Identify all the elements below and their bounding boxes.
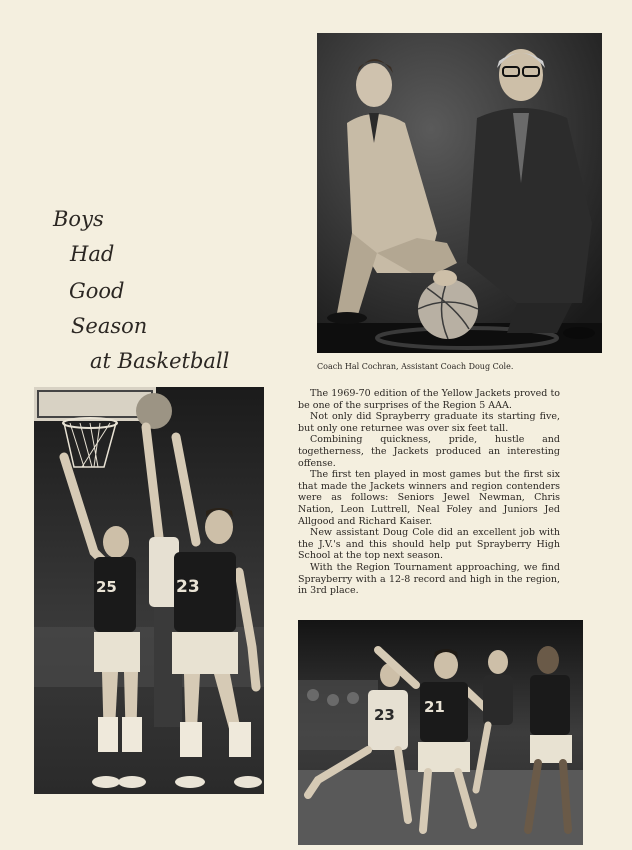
headline-line-3: Good [69, 279, 125, 303]
coaches-photo-illustration [317, 33, 602, 353]
article-paragraph: The 1969-70 edition of the Yellow Jackets proved to be one of the surprises of the Region 5 AAA. [298, 388, 560, 411]
article-paragraph: Combining quickness, pride, hustle and togetherness, the Jackets produced an interesting offense. [298, 434, 560, 469]
coaches-photo [317, 33, 602, 353]
article-paragraph: The first ten played in most games but the first six that made the Jackets winners and region contenders were as follows: Seniors Jewel Newman, Chris Nation, Leon Luttrell, Neal Foley and Juniors Jed Allgood and Richard Kaiser. [298, 469, 560, 527]
rebound-photo [34, 387, 264, 794]
article-paragraph: With the Region Tournament approaching, we find Sprayberry with a 12-8 record and high in the region, in 3rd place. [298, 561, 560, 597]
article-paragraph: Not only did Sprayberry graduate its starting five, but only one returnee was over six feet tall. [298, 411, 560, 434]
article-paragraph: New assistant Doug Cole did an excellent job with the J.V.'s and this should help put Sprayberry High School at the top next season. [298, 527, 560, 562]
rebound-photo-illustration [34, 387, 264, 794]
headline [0, 0, 300, 380]
game-photo [298, 620, 583, 845]
jersey-number-left: 25 [96, 578, 117, 596]
game-photo-illustration [298, 620, 583, 845]
article-body [298, 388, 560, 597]
headline-line-4: Season [71, 314, 148, 338]
jersey-number-left: 23 [374, 706, 395, 724]
headline-line-1: Boys [53, 207, 104, 231]
headline-line-2: Had [70, 242, 115, 266]
jersey-number-right: 23 [176, 577, 200, 597]
headline-line-5: at Basketball [90, 349, 230, 373]
coaches-photo-caption: Coach Hal Cochran, Assistant Coach Doug Cole. [317, 362, 514, 371]
jersey-number-center: 21 [424, 698, 445, 716]
